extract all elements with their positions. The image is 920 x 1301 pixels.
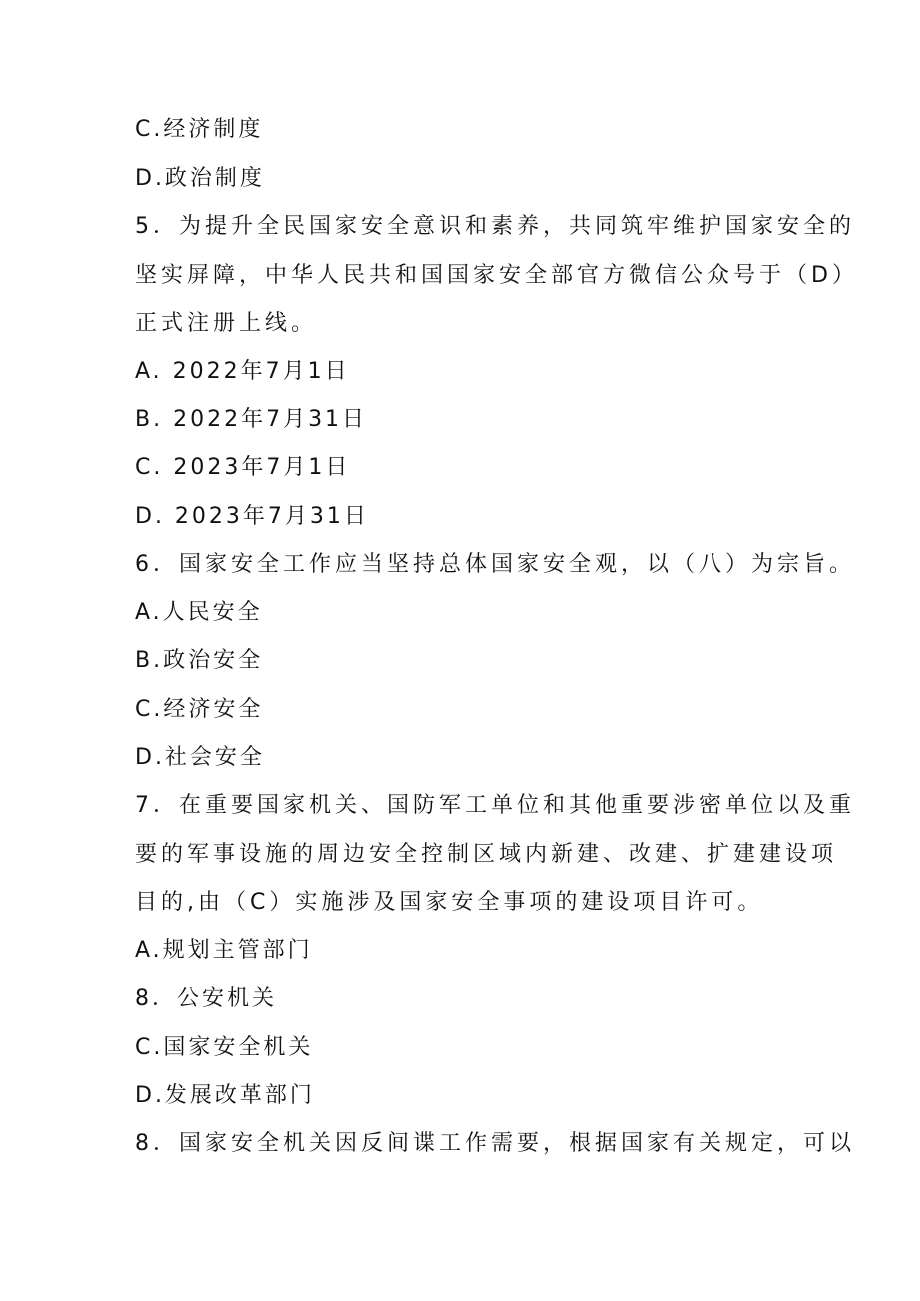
question-5-line-3: 正式注册上线。 — [135, 311, 318, 336]
option-c-q5: C. 2023年7月1日 — [135, 455, 351, 480]
option-d-q7: D.发展改革部门 — [135, 1083, 315, 1108]
option-c-q4: C.经济制度 — [135, 117, 264, 142]
option-a-q6: A.人民安全 — [135, 600, 263, 625]
option-b-q5: B. 2022年7月31日 — [135, 407, 368, 432]
question-7-line-2: 要的军事设施的周边安全控制区域内新建、改建、扩建建设项 — [135, 842, 838, 867]
option-c-q6: C.经济安全 — [135, 697, 264, 722]
question-7-line-1: 7．在重要国家机关、国防军工单位和其他重要涉密单位以及重 — [135, 793, 855, 818]
option-b-q6: B.政治安全 — [135, 648, 264, 673]
option-d-q6: D.社会安全 — [135, 745, 265, 770]
question-6: 6．国家安全工作应当坚持总体国家安全观，以（八）为宗旨。 — [135, 552, 855, 577]
question-5-line-1: 5．为提升全民国家安全意识和素养，共同筑牢维护国家安全的 — [135, 214, 855, 239]
question-7-line-3: 目的,由（C）实施涉及国家安全事项的建设项目许可。 — [135, 890, 764, 915]
option-a-q5: A. 2022年7月1日 — [135, 359, 350, 384]
option-d-q4: D.政治制度 — [135, 166, 265, 191]
option-b-q7: 8．公安机关 — [135, 986, 277, 1011]
question-5-line-2: 坚实屏障，中华人民共和国国家安全部官方微信公众号于（D） — [135, 263, 858, 288]
option-a-q7: A.规划主管部门 — [135, 938, 313, 963]
option-c-q7: C.国家安全机关 — [135, 1035, 314, 1060]
option-d-q5: D. 2023年7月31日 — [135, 504, 369, 529]
question-8-line-1: 8．国家安全机关因反间谍工作需要，根据国家有关规定，可以 — [135, 1131, 855, 1156]
